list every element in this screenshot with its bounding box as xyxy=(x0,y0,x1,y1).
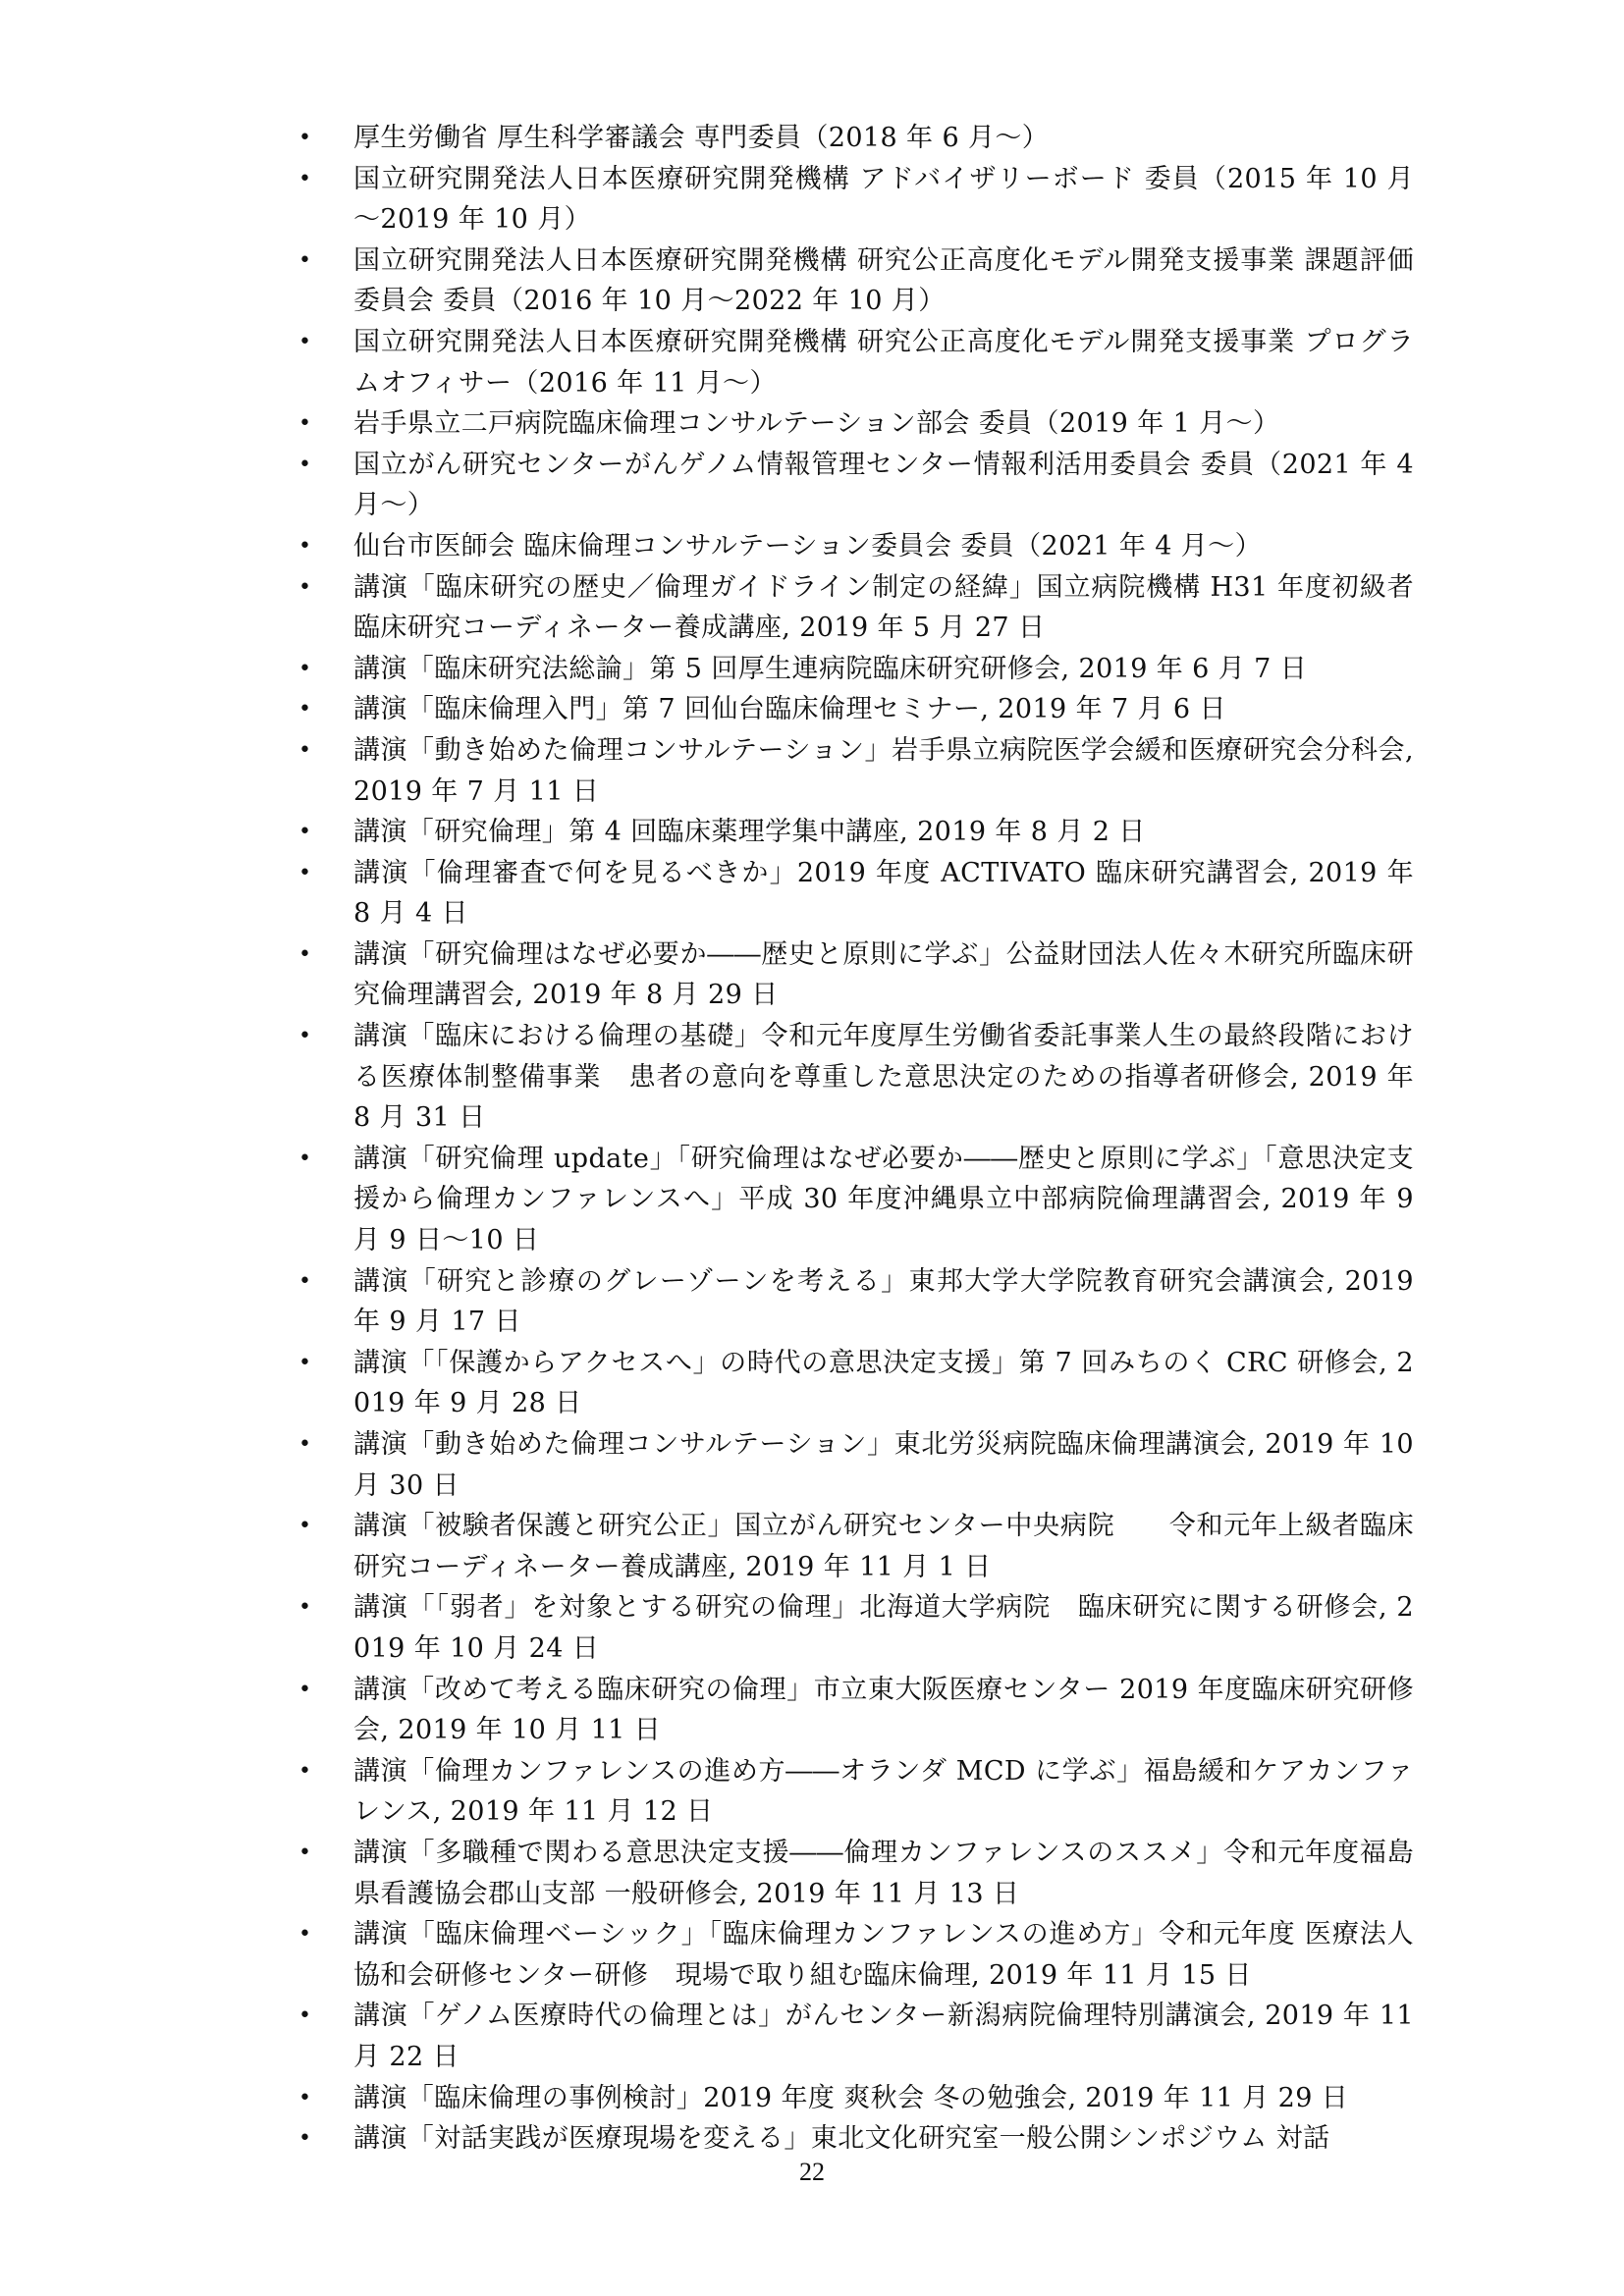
list-item xyxy=(295,1424,1414,1506)
list-item-text: 講演「多職種で関わる意思決定支援――倫理カンファレンスのススメ」令和元年度福島県看護協会郡山支部 一般研修会, 2019 年 11 月 13 日 xyxy=(353,1837,1414,1909)
list-item xyxy=(295,2078,1414,2119)
list-item-text: 講演「臨床倫理ベーシック」「臨床倫理カンファレンスの進め方」令和元年度 医療法人協和会研修センター研修 現場で取り組む臨床倫理, 2019 年 11 月 15 日 xyxy=(353,1919,1414,1991)
list-item xyxy=(295,1914,1414,1996)
bullet-icon: • xyxy=(298,941,312,967)
list-item xyxy=(295,1139,1414,1261)
list-item-text: 講演「改めて考える臨床研究の倫理」市立東大阪医療センター 2019 年度臨床研究研修会, 2019 年 10 月 11 日 xyxy=(353,1674,1414,1746)
page-number: 22 xyxy=(799,2158,825,2186)
list-item-text: 講演「臨床における倫理の基礎」令和元年度厚生労働省委託事業人生の最終段階における医療体制整備事業 患者の意向を尊重した意思決定のための指導者研修会, 2019 年 8 月 31 日 xyxy=(353,1021,1414,1134)
list-item-text: 講演「対話実践が医療現場を変える」東北文化研究室一般公開シンポジウム 対話 xyxy=(353,2123,1330,2155)
list-item-text: 講演「「弱者」を対象とする研究の倫理」北海道大学病院 臨床研究に関する研修会, 2019 年 10 月 24 日 xyxy=(353,1592,1414,1664)
list-item xyxy=(295,1016,1414,1139)
bullet-icon: • xyxy=(298,1514,312,1539)
bullet-icon: • xyxy=(298,411,312,437)
list-item xyxy=(295,567,1414,649)
list-item xyxy=(295,2118,1414,2160)
list-item xyxy=(295,934,1414,1016)
list-item-text: 講演「研究倫理はなぜ必要か――歴史と原則に学ぶ」公益財団法人佐々木研究所臨床研究倫理講習会, 2019 年 8 月 29 日 xyxy=(353,938,1414,1011)
list-item xyxy=(295,649,1414,690)
list-item-text: 仙台市医師会 臨床倫理コンサルテーション委員会 委員（2021 年 4 月～） xyxy=(353,530,1262,561)
list-item xyxy=(295,1996,1414,2077)
bullet-icon: • xyxy=(298,1350,312,1375)
list-item xyxy=(295,1587,1414,1669)
bullet-icon: • xyxy=(298,1677,312,1702)
bullet-icon: • xyxy=(298,2126,312,2152)
list-item-text: 国立がん研究センターがんゲノム情報管理センター情報利活用委員会 委員（2021 年 4 月～） xyxy=(353,449,1414,521)
list-item xyxy=(295,322,1414,403)
list-item xyxy=(295,159,1414,240)
list-item-text: 講演「倫理審査で何を見るべきか」2019 年度 ACTIVATO 臨床研究講習会, 2019 年 8 月 4 日 xyxy=(353,857,1414,930)
bullet-icon: • xyxy=(298,1268,312,1294)
list-item-text: 講演「倫理カンファレンスの進め方――オランダ MCD に学ぶ」福島緩和ケアカンファレンス, 2019 年 11 月 12 日 xyxy=(353,1755,1414,1828)
list-item xyxy=(295,1670,1414,1751)
list-item-text: 講演「臨床研究の歴史／倫理ガイドライン制定の経緯」国立病院機構 H31 年度初級者臨床研究コーディネーター養成講座, 2019 年 5 月 27 日 xyxy=(353,571,1414,644)
bullet-icon: • xyxy=(298,1595,312,1621)
list-item-text: 講演「臨床倫理の事例検討」2019 年度 爽秋会 冬の勉強会, 2019 年 11 月 29 日 xyxy=(353,2082,1349,2113)
bullet-icon: • xyxy=(298,820,312,845)
bullet-icon: • xyxy=(298,656,312,681)
activity-list xyxy=(295,118,1414,2160)
list-item-text: 国立研究開発法人日本医療研究開発機構 研究公正高度化モデル開発支援事業 プログラムオフィサー（2016 年 11 月～） xyxy=(353,326,1414,399)
list-item xyxy=(295,689,1414,730)
list-item xyxy=(295,118,1414,159)
bullet-icon: • xyxy=(298,860,312,885)
list-item xyxy=(295,445,1414,526)
bullet-icon: • xyxy=(298,574,312,600)
bullet-icon: • xyxy=(298,126,312,150)
bullet-icon: • xyxy=(298,452,312,477)
bullet-icon: • xyxy=(298,1922,312,1948)
list-item xyxy=(295,853,1414,934)
list-item-text: 岩手県立二戸病院臨床倫理コンサルテーション部会 委員（2019 年 1 月～） xyxy=(353,408,1280,440)
list-item xyxy=(295,1261,1414,1343)
bullet-icon: • xyxy=(298,1840,312,1865)
list-item xyxy=(295,526,1414,567)
bullet-icon: • xyxy=(298,1024,312,1049)
list-item xyxy=(295,1343,1414,1424)
bullet-icon: • xyxy=(298,1432,312,1457)
bullet-icon: • xyxy=(298,2085,312,2110)
bullet-icon: • xyxy=(298,2003,312,2029)
list-item-text: 国立研究開発法人日本医療研究開発機構 アドバイザリーボード 委員（2015 年 10 月～2019 年 10 月） xyxy=(353,163,1414,236)
bullet-icon: • xyxy=(298,737,312,763)
list-item xyxy=(295,1751,1414,1833)
list-item-text: 講演「臨床倫理入門」第 7 回仙台臨床倫理セミナー, 2019 年 7 月 6 日 xyxy=(353,694,1226,725)
list-item-text: 講演「臨床研究法総論」第 5 回厚生連病院臨床研究研修会, 2019 年 6 月 7 日 xyxy=(353,653,1308,684)
bullet-icon: • xyxy=(298,697,312,722)
list-item-text: 国立研究開発法人日本医療研究開発機構 研究公正高度化モデル開発支援事業 課題評価委員会 委員（2016 年 10 月～2022 年 10 月） xyxy=(353,244,1414,317)
list-item-text: 厚生労働省 厚生科学審議会 専門委員（2018 年 6 月～） xyxy=(353,123,1050,153)
bullet-icon: • xyxy=(298,1146,312,1171)
list-item-text: 講演「ゲノム医療時代の倫理とは」がんセンター新潟病院倫理特別講演会, 2019 年 11 月 22 日 xyxy=(353,2001,1414,2072)
list-item xyxy=(295,1833,1414,1914)
list-item xyxy=(295,1506,1414,1587)
list-item-text: 講演「動き始めた倫理コンサルテーション」東北労災病院臨床倫理講演会, 2019 年 10 月 30 日 xyxy=(353,1429,1414,1501)
list-item xyxy=(295,240,1414,322)
list-item-text: 講演「「保護からアクセスへ」の時代の意思決定支援」第 7 回みちのく CRC 研修会, 2019 年 9 月 28 日 xyxy=(353,1347,1414,1419)
bullet-icon: • xyxy=(298,166,312,191)
list-item xyxy=(295,812,1414,853)
list-item xyxy=(295,403,1414,445)
list-item-text: 講演「被験者保護と研究公正」国立がん研究センター中央病院 令和元年上級者臨床研究コーディネーター養成講座, 2019 年 11 月 1 日 xyxy=(353,1511,1414,1582)
list-item-text: 講演「動き始めた倫理コンサルテーション」岩手県立病院医学会緩和医療研究会分科会, 2019 年 7 月 11 日 xyxy=(353,734,1414,807)
bullet-icon: • xyxy=(298,1758,312,1784)
bullet-icon: • xyxy=(298,247,312,273)
list-item-text: 講演「研究倫理」第 4 回臨床薬理学集中講座, 2019 年 8 月 2 日 xyxy=(353,817,1146,848)
bullet-icon: • xyxy=(298,533,312,559)
list-item-text: 講演「研究倫理 update」「研究倫理はなぜ必要か――歴史と原則に学ぶ」「意思決定支援から倫理カンファレンスへ」平成 30 年度沖縄県立中部病院倫理講習会, 2019 年 9 月 9 日～10 日 xyxy=(353,1143,1414,1256)
list-item xyxy=(295,730,1414,812)
list-item-text: 講演「研究と診療のグレーゾーンを考える」東邦大学大学院教育研究会講演会, 2019 年 9 月 17 日 xyxy=(353,1265,1414,1338)
bullet-icon: • xyxy=(298,329,312,354)
